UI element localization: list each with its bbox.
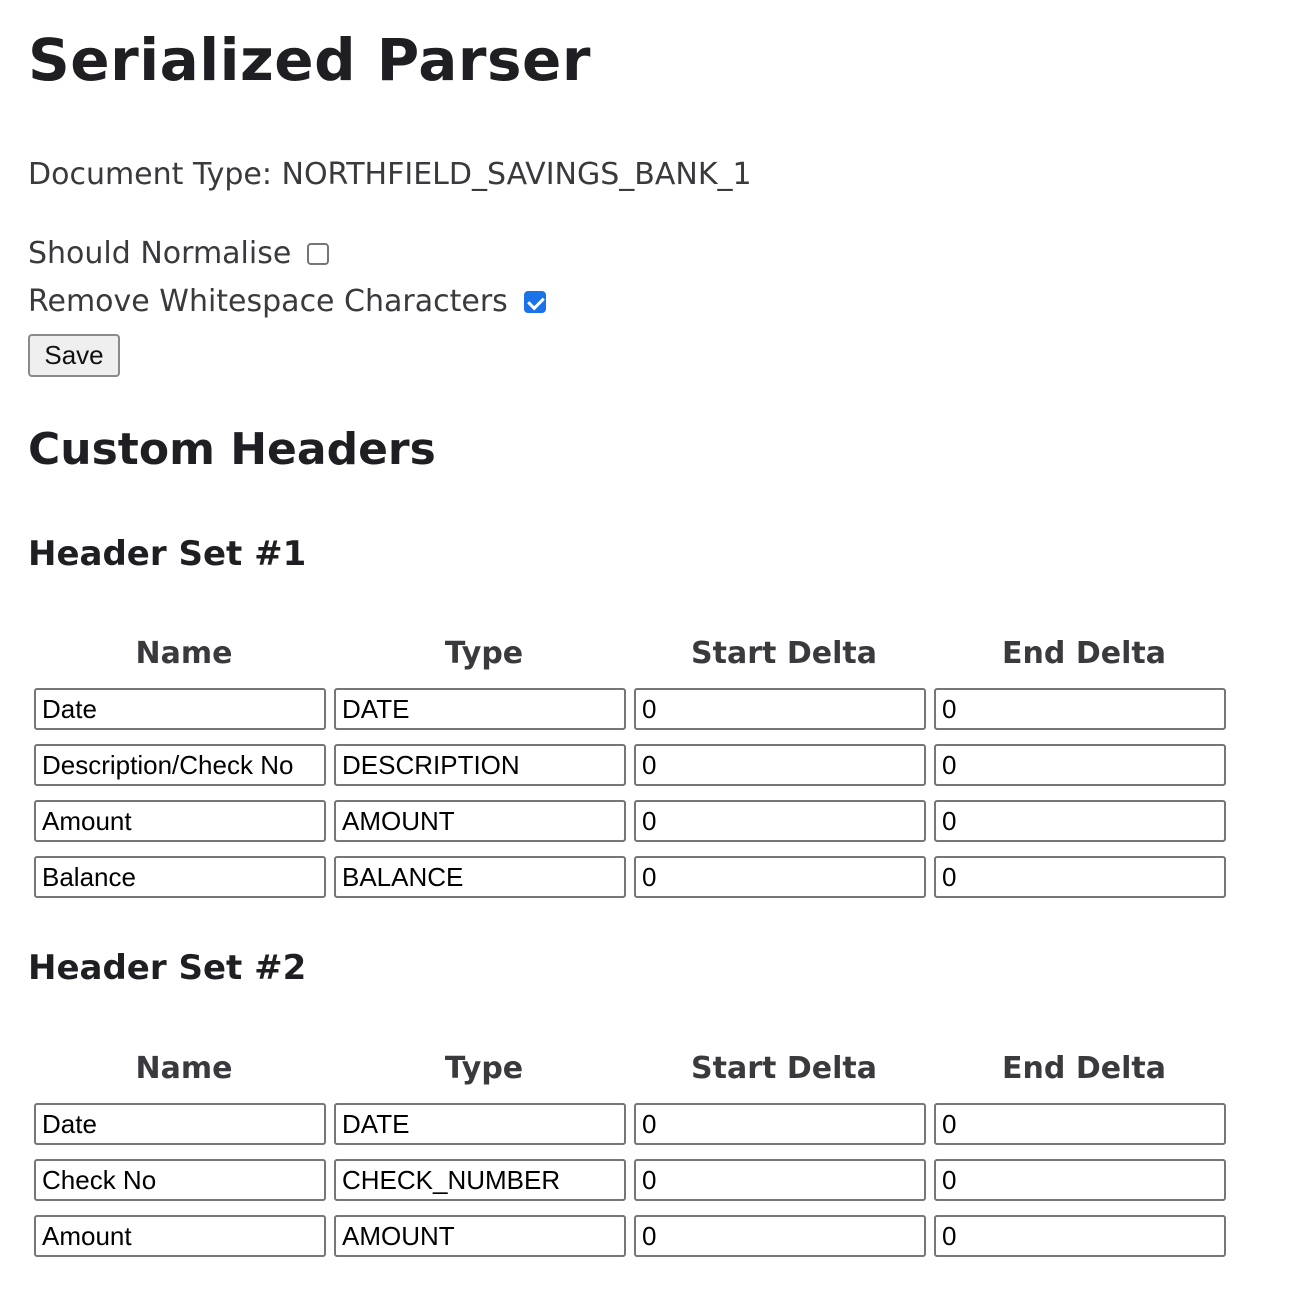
should-normalise-row	[28, 236, 329, 271]
remove-whitespace-checkbox[interactable]	[524, 291, 546, 313]
type-input[interactable]: AMOUNT	[334, 1215, 626, 1257]
start-delta-input[interactable]: 0	[634, 1159, 926, 1201]
type-input[interactable]: DATE	[334, 1103, 626, 1145]
start-delta-input[interactable]: 0	[634, 800, 926, 842]
type-input[interactable]: DESCRIPTION	[334, 744, 626, 786]
table-row	[34, 1215, 1234, 1257]
save-button[interactable]: Save	[28, 334, 120, 377]
name-input[interactable]: Amount	[34, 800, 326, 842]
start-delta-input[interactable]: 0	[634, 1103, 926, 1145]
name-input[interactable]: Amount	[34, 1215, 326, 1257]
start-delta-input[interactable]: 0	[634, 744, 926, 786]
column-header-type: Type	[444, 635, 524, 671]
custom-headers-title: Custom Headers	[28, 424, 436, 475]
table-row	[34, 856, 1234, 898]
page-title: Serialized Parser	[28, 26, 591, 94]
type-input[interactable]: BALANCE	[334, 856, 626, 898]
end-delta-input[interactable]: 0	[934, 1215, 1226, 1257]
table-row	[34, 800, 1234, 842]
type-input[interactable]: CHECK_NUMBER	[334, 1159, 626, 1201]
table-row	[34, 744, 1234, 786]
table-row	[34, 1103, 1234, 1145]
column-header-start-delta: Start Delta	[691, 635, 877, 671]
should-normalise-checkbox[interactable]	[307, 243, 329, 265]
column-header-name: Name	[135, 1050, 233, 1086]
type-input[interactable]: DATE	[334, 688, 626, 730]
end-delta-input[interactable]: 0	[934, 1159, 1226, 1201]
name-input[interactable]: Balance	[34, 856, 326, 898]
end-delta-input[interactable]: 0	[934, 1103, 1226, 1145]
column-header-name: Name	[135, 635, 233, 671]
should-normalise-label: Should Normalise	[28, 236, 292, 271]
name-input[interactable]: Date	[34, 1103, 326, 1145]
name-input[interactable]: Check No	[34, 1159, 326, 1201]
header-set-1-title: Header Set #1	[28, 534, 307, 574]
end-delta-input[interactable]: 0	[934, 800, 1226, 842]
type-input[interactable]: AMOUNT	[334, 800, 626, 842]
table-header-row	[34, 1045, 1234, 1091]
column-header-type: Type	[444, 1050, 524, 1086]
name-input[interactable]: Date	[34, 688, 326, 730]
remove-whitespace-label: Remove Whitespace Characters	[28, 284, 508, 319]
start-delta-input[interactable]: 0	[634, 1215, 926, 1257]
document-type-label: Document Type: NORTHFIELD_SAVINGS_BANK_1	[28, 157, 752, 192]
name-input[interactable]: Description/Check No	[34, 744, 326, 786]
header-set-2-table	[34, 1045, 1234, 1257]
table-row	[34, 1159, 1234, 1201]
end-delta-input[interactable]: 0	[934, 744, 1226, 786]
column-header-end-delta: End Delta	[1002, 1050, 1166, 1086]
table-row	[34, 688, 1234, 730]
start-delta-input[interactable]: 0	[634, 688, 926, 730]
header-set-2-title: Header Set #2	[28, 948, 307, 988]
end-delta-input[interactable]: 0	[934, 688, 1226, 730]
start-delta-input[interactable]: 0	[634, 856, 926, 898]
column-header-end-delta: End Delta	[1002, 635, 1166, 671]
column-header-start-delta: Start Delta	[691, 1050, 877, 1086]
remove-whitespace-row	[28, 284, 546, 319]
table-header-row	[34, 630, 1234, 676]
header-set-1-table	[34, 630, 1234, 898]
end-delta-input[interactable]: 0	[934, 856, 1226, 898]
